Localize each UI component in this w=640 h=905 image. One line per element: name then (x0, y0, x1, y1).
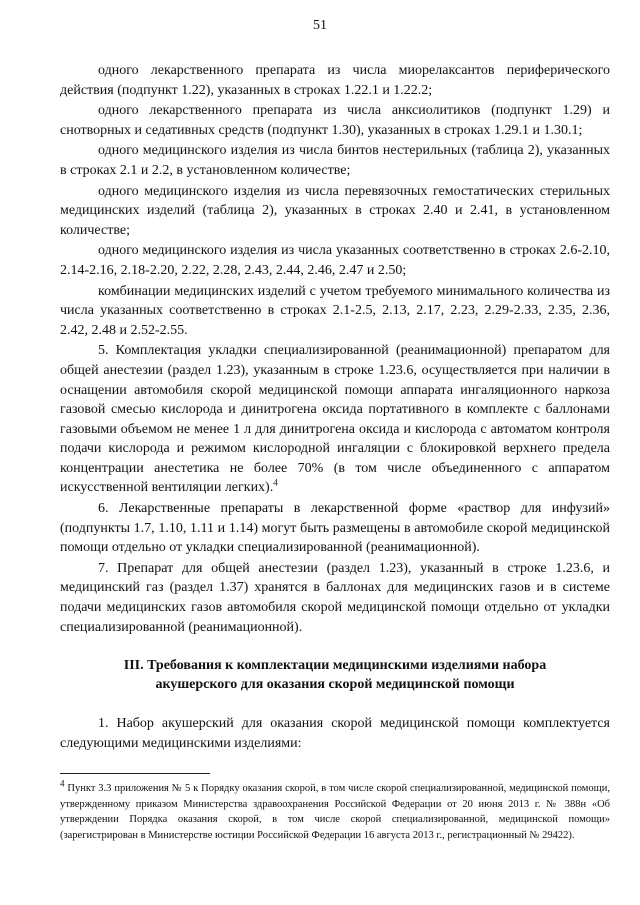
paragraph-point-5-text: 5. Комплектация укладки специализированной (реанимационной) препаратом для общей анестезии (раздел 1.23), указанным в строке 1.23.6, осуществляется при наличии в оснащении автомобиля скорой медицинской помощи аппарата ингаляционного наркоза газовой смесью кислорода и динитрогена оксида портативного в комплекте с баллонами газовыми объемом не менее 1 л для динитрогена оксида и кислорода с автоматом контроля подачи кислорода и режимом кислородной ингаляции с блокировкой верхнего предела концентрации анестетика не более 70% (в том числе объединенного с аппаратом искусственной вентиляции легких). (60, 343, 610, 496)
paragraph-item-bandages: одного медицинского изделия из числа бинтов нестерильных (таблица 2), указанных в строках 2.1 и 2.2, в установленном количестве; (60, 143, 610, 178)
footnote (60, 778, 611, 843)
section-heading-line-1: III. Требования к комплектации медицинскими изделиями набора (123, 658, 547, 674)
section-heading-line-2: акушерского для оказания скорой медицинской помощи (155, 677, 515, 693)
footnote-divider (60, 773, 210, 774)
paragraph-item-miorelaxants: одного лекарственного препарата из числа миорелаксантов периферического действия (подпункт 1.22), указанных в строках 1.22.1 и 1.22.2; (60, 63, 610, 98)
section-heading (60, 656, 610, 694)
body-text (60, 61, 610, 753)
paragraph-point-6: 6. Лекарственные препараты в лекарственной форме «раствор для инфузий» (подпункты 1.7, 1.10, 1.11 и 1.14) могут быть размещены в автомобиле скорой медицинской помощи отдельно от укладки специализированной (реанимационной). (60, 501, 610, 556)
paragraph-point-5 (60, 341, 610, 498)
paragraph-point-7: 7. Препарат для общей анестезии (раздел 1.23), указанный в строке 1.23.6, и медицинский газ (раздел 1.37) хранятся в баллонах для медицинских газов и в системе подачи медицинских газов автомобиля скорой медицинской помощи отдельно от укладки специализированной (реанимационной). (60, 560, 610, 635)
section-paragraph-1: 1. Набор акушерский для оказания скорой медицинской помощи комплектуется следующими медицинскими изделиями: (60, 716, 610, 751)
paragraph-item-hemostatic: одного медицинского изделия из числа перевязочных гемостатических стерильных медицинских изделий (таблица 2), указанных в строках 2.40 и 2.41, в установленном количестве; (60, 183, 610, 238)
paragraph-item-anxiolytics: одного лекарственного препарата из числа анксиолитиков (подпункт 1.29) и снотворных и седативных средств (подпункт 1.30), указанных в строках 1.29.1 и 1.30.1; (60, 103, 610, 138)
paragraph-item-medical-devices: одного медицинского изделия из числа указанных соответственно в строках 2.6-2.10, 2.14-2.16, 2.18-2.20, 2.22, 2.28, 2.43, 2.44, 2.46, 2.47 и 2.50; (60, 243, 610, 278)
footnote-text: Пункт 3.3 приложения № 5 к Порядку оказания скорой, в том числе скорой специализированной, медицинской помощи, утвержденному приказом Министерства здравоохранения Российской Федерации от 20 июня 2013 г. № 388н «Об утверждении Порядка оказания скорой, в том числе скорой специализированной, медицинской помощи» (зарегистрирован в Министерстве юстиции Российской Федерации 16 августа 2013 г., регистрационный № 29422). (60, 783, 611, 841)
footnote-number: 4 (60, 778, 65, 789)
footnote-reference: 4 (273, 477, 278, 488)
paragraph-item-combination: комбинации медицинских изделий с учетом требуемого минимального количества из числа указанных соответственно в строках 2.1-2.5, 2.13, 2.17, 2.23, 2.29-2.33, 2.35, 2.36, 2.42, 2.48 и 2.52-2.55. (60, 283, 610, 338)
page-number: 51 (313, 18, 327, 33)
